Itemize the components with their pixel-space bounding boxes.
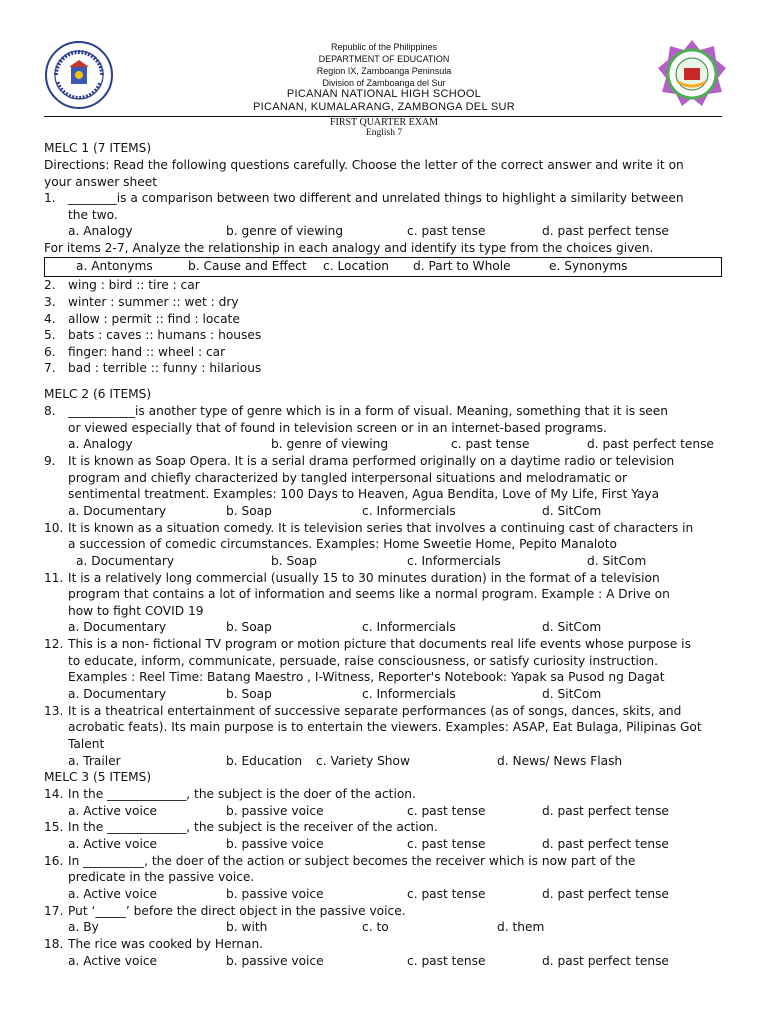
choice-a: a. Documentary bbox=[68, 504, 167, 518]
question-text: It is known as a situation comedy. It is television series that involves a continuing cast of characters in bbox=[68, 521, 694, 535]
choice-b: b. passive voice bbox=[226, 804, 324, 818]
question-text: program and chiefly characterized by tangled interpersonal situations and melodramatic or bbox=[68, 471, 628, 485]
melc2-title: MELC 2 (6 ITEMS) bbox=[44, 387, 152, 401]
question-text: This is a non- fictional TV program or motion picture that documents real life events whose purpose is bbox=[68, 637, 691, 651]
question-number: 17. bbox=[44, 904, 64, 918]
choice-d: d. past perfect tense bbox=[587, 437, 714, 451]
choice-b: b. passive voice bbox=[226, 837, 324, 851]
exam-title: FIRST QUARTER EXAM bbox=[329, 117, 439, 128]
item-number: 4. bbox=[44, 312, 56, 326]
question-number: 15. bbox=[44, 820, 64, 834]
header-school: PICANAN NATIONAL HIGH SCHOOL bbox=[286, 88, 482, 100]
question-number: 11. bbox=[44, 571, 64, 585]
choice-a: a. Documentary bbox=[76, 554, 175, 568]
choice-d: d. SitCom bbox=[542, 620, 602, 634]
question-text: In __________, the doer of the action or subject becomes the receiver which is now part of the bbox=[68, 854, 636, 868]
directions-line-2: your answer sheet bbox=[44, 175, 158, 189]
analogy-item: winter : summer :: wet : dry bbox=[68, 295, 239, 309]
choice-c: c. past tense bbox=[407, 954, 486, 968]
choice-a: a. Documentary bbox=[68, 687, 167, 701]
question-number: 8. bbox=[44, 404, 56, 418]
question-text: ___________is another type of genre which is in a form of visual. Meaning, something that it is seen bbox=[68, 404, 669, 418]
exam-subject: English 7 bbox=[365, 128, 403, 138]
choice-c: c. past tense bbox=[407, 224, 486, 238]
item-number: 3. bbox=[44, 295, 56, 309]
question-text: It is a relatively long commercial (usually 15 to 30 minutes duration) in the format of a television bbox=[68, 571, 660, 585]
analogy-item: bad : terrible :: funny : hilarious bbox=[68, 361, 262, 375]
choice-d: d. SitCom bbox=[587, 554, 647, 568]
question-text: Put ‘_____’ before the direct object in the passive voice. bbox=[68, 904, 406, 918]
question-text: In the _____________, the subject is the receiver of the action. bbox=[68, 820, 438, 834]
choice-c: c. Variety Show bbox=[316, 754, 410, 768]
question-text: to educate, inform, communicate, persuade, raise consciousness, or satisfy curiosity instruction. bbox=[68, 654, 658, 668]
choice-d: d. past perfect tense bbox=[542, 804, 669, 818]
choice-a: a. Analogy bbox=[68, 437, 133, 451]
choice-b: b. Soap bbox=[226, 620, 272, 634]
question-text: program that contains a lot of information and seems like a normal program. Example : A Drive on bbox=[68, 587, 670, 601]
choice-a: a. Documentary bbox=[68, 620, 167, 634]
choice-d: d. SitCom bbox=[542, 687, 602, 701]
question-number: 10. bbox=[44, 521, 64, 535]
question-number: 18. bbox=[44, 937, 64, 951]
choice-a: a. By bbox=[68, 920, 99, 934]
choice-d: d. SitCom bbox=[542, 504, 602, 518]
choice-c: c. Informercials bbox=[362, 620, 456, 634]
choice-c: c. past tense bbox=[407, 804, 486, 818]
directions-line-1: Directions: Read the following questions carefully. Choose the letter of the correct answer and write it on bbox=[44, 158, 684, 172]
choice-c: c. past tense bbox=[451, 437, 530, 451]
question-number: 14. bbox=[44, 787, 64, 801]
choice-b: b. genre of viewing bbox=[271, 437, 389, 451]
question-text: sentimental treatment. Examples: 100 Days to Heaven, Agua Bendita, Love of My Life, First Yaya bbox=[68, 487, 660, 501]
header-republic: Republic of the Philippines bbox=[330, 42, 438, 52]
choice-a: a. Trailer bbox=[68, 754, 121, 768]
analogy-instructions: For items 2-7, Analyze the relationship in each analogy and identify its type from the choices given. bbox=[44, 241, 654, 255]
choice-c: c. Informercials bbox=[362, 687, 456, 701]
item-number: 6. bbox=[44, 345, 56, 359]
box-choice-d: d. Part to Whole bbox=[413, 259, 511, 273]
box-choice-c: c. Location bbox=[323, 259, 389, 273]
choice-d: d. News/ News Flash bbox=[497, 754, 623, 768]
melc1-title: MELC 1 (7 ITEMS) bbox=[44, 141, 152, 155]
choice-b: b. with bbox=[226, 920, 268, 934]
choice-c: c. past tense bbox=[407, 837, 486, 851]
question-text: the two. bbox=[68, 208, 118, 222]
header-region: Region IX, Zamboanga Peninsula bbox=[316, 66, 452, 76]
question-number: 16. bbox=[44, 854, 64, 868]
choice-c: c. Informercials bbox=[362, 504, 456, 518]
choice-b: b. passive voice bbox=[226, 887, 324, 901]
header-division: Division of Zamboanga del Sur bbox=[322, 78, 446, 88]
choice-a: a. Active voice bbox=[68, 954, 158, 968]
choice-b: b. passive voice bbox=[226, 954, 324, 968]
choice-a: a. Active voice bbox=[68, 804, 158, 818]
header-department: DEPARTMENT OF EDUCATION bbox=[318, 54, 450, 64]
item-number: 2. bbox=[44, 278, 56, 292]
choice-c: c. Informercials bbox=[407, 554, 501, 568]
question-number: 9. bbox=[44, 454, 56, 468]
choice-a: a. Active voice bbox=[68, 887, 158, 901]
question-number: 13. bbox=[44, 704, 64, 718]
question-text: acrobatic feats). Its main purpose is to entertain the viewers. Examples: ASAP, Eat Bulaga, Pilipinas Got bbox=[68, 720, 702, 734]
question-number: 1. bbox=[44, 191, 56, 205]
question-text: a succession of comedic circumstances. Examples: Home Sweetie Home, Pepito Manaloto bbox=[68, 537, 617, 551]
question-text: Examples : Reel Time: Batang Maestro , I-Witness, Reporter's Notebook: Yapak sa Pusod ng Dagat bbox=[68, 670, 665, 684]
choice-d: d. past perfect tense bbox=[542, 887, 669, 901]
choice-d: d. them bbox=[497, 920, 545, 934]
box-choice-e: e. Synonyms bbox=[549, 259, 628, 273]
header-address: PICANAN, KUMALARANG, ZAMBONGA DEL SUR bbox=[253, 101, 515, 113]
question-number: 12. bbox=[44, 637, 64, 651]
choice-b: b. genre of viewing bbox=[226, 224, 344, 238]
choice-b: b. Education bbox=[226, 754, 303, 768]
choice-c: c. past tense bbox=[407, 887, 486, 901]
choice-d: d. past perfect tense bbox=[542, 224, 669, 238]
question-text: It is known as Soap Opera. It is a serial drama performed originally on a daytime radio or television bbox=[68, 454, 675, 468]
choice-b: b. Soap bbox=[226, 687, 272, 701]
choice-a: a. Active voice bbox=[68, 837, 158, 851]
question-text: In the _____________, the subject is the doer of the action. bbox=[68, 787, 416, 801]
analogy-item: allow : permit :: find : locate bbox=[68, 312, 240, 326]
analogy-item: finger: hand :: wheel : car bbox=[68, 345, 226, 359]
box-choice-a: a. Antonyms bbox=[76, 259, 153, 273]
question-text: It is a theatrical entertainment of successive separate performances (as of songs, dances, skits, and bbox=[68, 704, 682, 718]
item-number: 7. bbox=[44, 361, 56, 375]
question-text: Talent bbox=[68, 737, 105, 751]
question-text: ________is a comparison between two different and unrelated things to highlight a similarity between bbox=[68, 191, 684, 205]
analogy-item: wing : bird :: tire : car bbox=[68, 278, 200, 292]
choice-b: b. Soap bbox=[226, 504, 272, 518]
analogy-item: bats : caves :: humans : houses bbox=[68, 328, 262, 342]
question-text: or viewed especially that of found in television screen or in an internet-based programs. bbox=[68, 421, 607, 435]
question-text: The rice was cooked by Hernan. bbox=[68, 937, 264, 951]
question-text: how to fight COVID 19 bbox=[68, 604, 204, 618]
choice-b: b. Soap bbox=[271, 554, 317, 568]
choice-d: d. past perfect tense bbox=[542, 954, 669, 968]
choice-a: a. Analogy bbox=[68, 224, 133, 238]
question-text: predicate in the passive voice. bbox=[68, 870, 255, 884]
item-number: 5. bbox=[44, 328, 56, 342]
choice-d: d. past perfect tense bbox=[542, 837, 669, 851]
melc3-title: MELC 3 (5 ITEMS) bbox=[44, 770, 152, 784]
box-choice-b: b. Cause and Effect bbox=[188, 259, 307, 273]
choice-c: c. to bbox=[362, 920, 389, 934]
